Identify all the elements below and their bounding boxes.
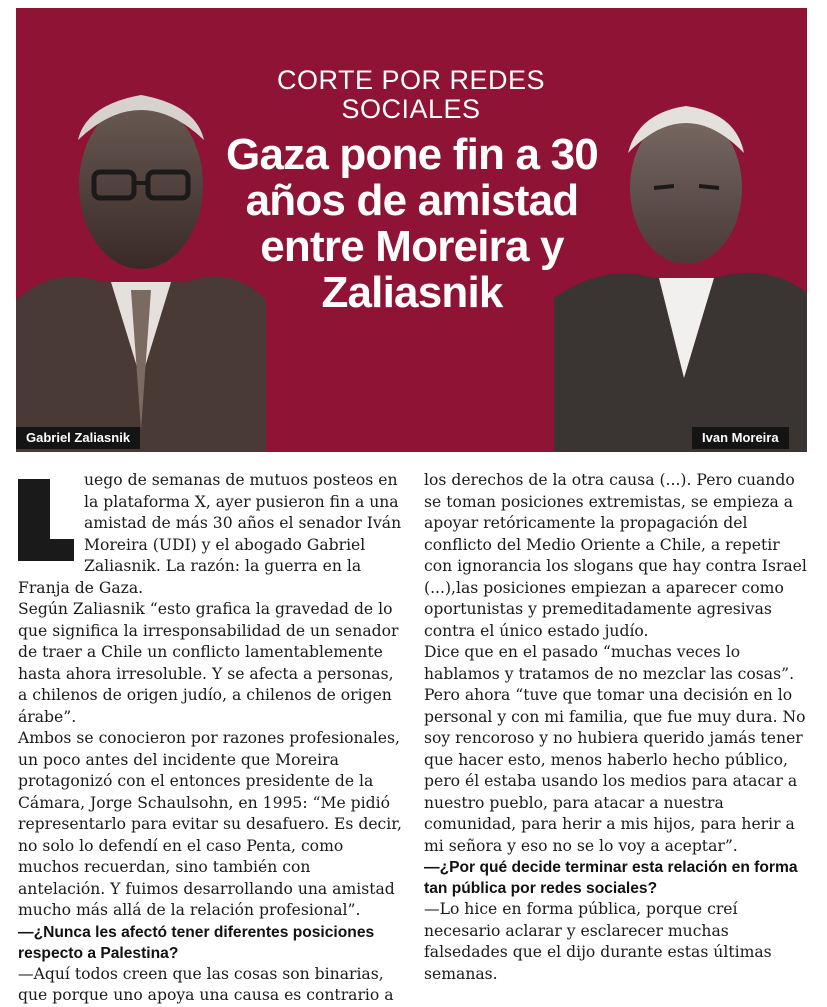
interview-question: —¿Nunca les afectó tener diferentes posiciones respecto a Palestina?	[18, 923, 375, 962]
article-headline: Gaza pone fin a 30 años de amistad entre Moreira y Zaliasnik	[226, 130, 598, 317]
article-paragraph	[18, 470, 402, 599]
dropcap	[18, 479, 74, 561]
article-column-left	[18, 470, 402, 1007]
dropcap-letter	[18, 479, 19, 480]
photo-caption-left: Gabriel Zaliasnik	[16, 427, 140, 449]
interview-answer: —Lo hice en forma pública, porque creí necesario aclarar y esclarecer muchas falsedades que el dijo durante estas últimas semanas.	[424, 900, 772, 983]
article-paragraph-continued	[424, 470, 811, 642]
photo-caption-right: Ivan Moreira	[692, 427, 789, 449]
article-paragraph: Ambos se conocieron por razones profesionales, un poco antes del incidente que Moreira protagonizó con el entonces presidente de la Cámara, Jorge Schaulsohn, en 1995: “Me pidió representarlo para evitar su desafuero. Es decir, no solo lo defendí en el caso Penta, como muchos recuerdan, sino también con antelación. Y fuimos desarrollando una amistad mucho más allá de la relación profesional”.	[18, 729, 402, 919]
interview-question: —¿Por qué decide terminar esta relación en forma tan pública por redes sociales?	[424, 859, 798, 897]
article-answer-continued: los derechos de la otra causa (...). Pero cuando se toman posiciones extremistas, se empieza a apoyar retóricamente la propagación del conflicto del Medio Oriente a Chile, a repetir con ignorancia los slogans que hay contra Israel (...),las posiciones empiezan a aparecer como oportunistas y premeditadamente agresivas contra el único estado judío.	[424, 471, 807, 640]
article-paragraph: Según Zaliasnik “esto grafica la gravedad de lo que significa la irresponsabilidad de un senador de traer a Chile un conflicto lamentablemente hasta ahora irresoluble. Y se afecta a personas, a chilenos de origen judío, a chilenos de origen árabe”.	[18, 600, 399, 726]
article-paragraph-text: uego de semanas de mutuos posteos en la plataforma X, ayer pusieron fin a una amistad de más 30 años el senador Iván Moreira (UDI) y el abogado Gabriel Zaliasnik. La razón: la guerra en la Franja de Gaza.	[18, 471, 402, 597]
hero-banner	[16, 8, 807, 452]
article-column-right	[424, 470, 811, 985]
article-kicker: CORTE POR REDES SOCIALES	[276, 65, 546, 124]
interview-answer: —Aquí todos creen que las cosas son binarias, que porque uno apoya una causa es contrario a	[18, 964, 394, 1004]
article-paragraph: Dice que en el pasado “muchas veces lo hablamos y tratamos de no mezclar las cosas”. Pero ahora “tuve que tomar una decisión en lo personal y con mi familia, que fue muy dura. No soy rencoroso y no hubiera querido jamás tener que hacer esto, menos haberlo hecho público, pero él estaba usando los medios para atacar a nuestro pueblo, para atacar a nuestra comunidad, para herir a mis hijos, para herir a mi señora y eso no se lo voy a aceptar”.	[424, 643, 806, 855]
